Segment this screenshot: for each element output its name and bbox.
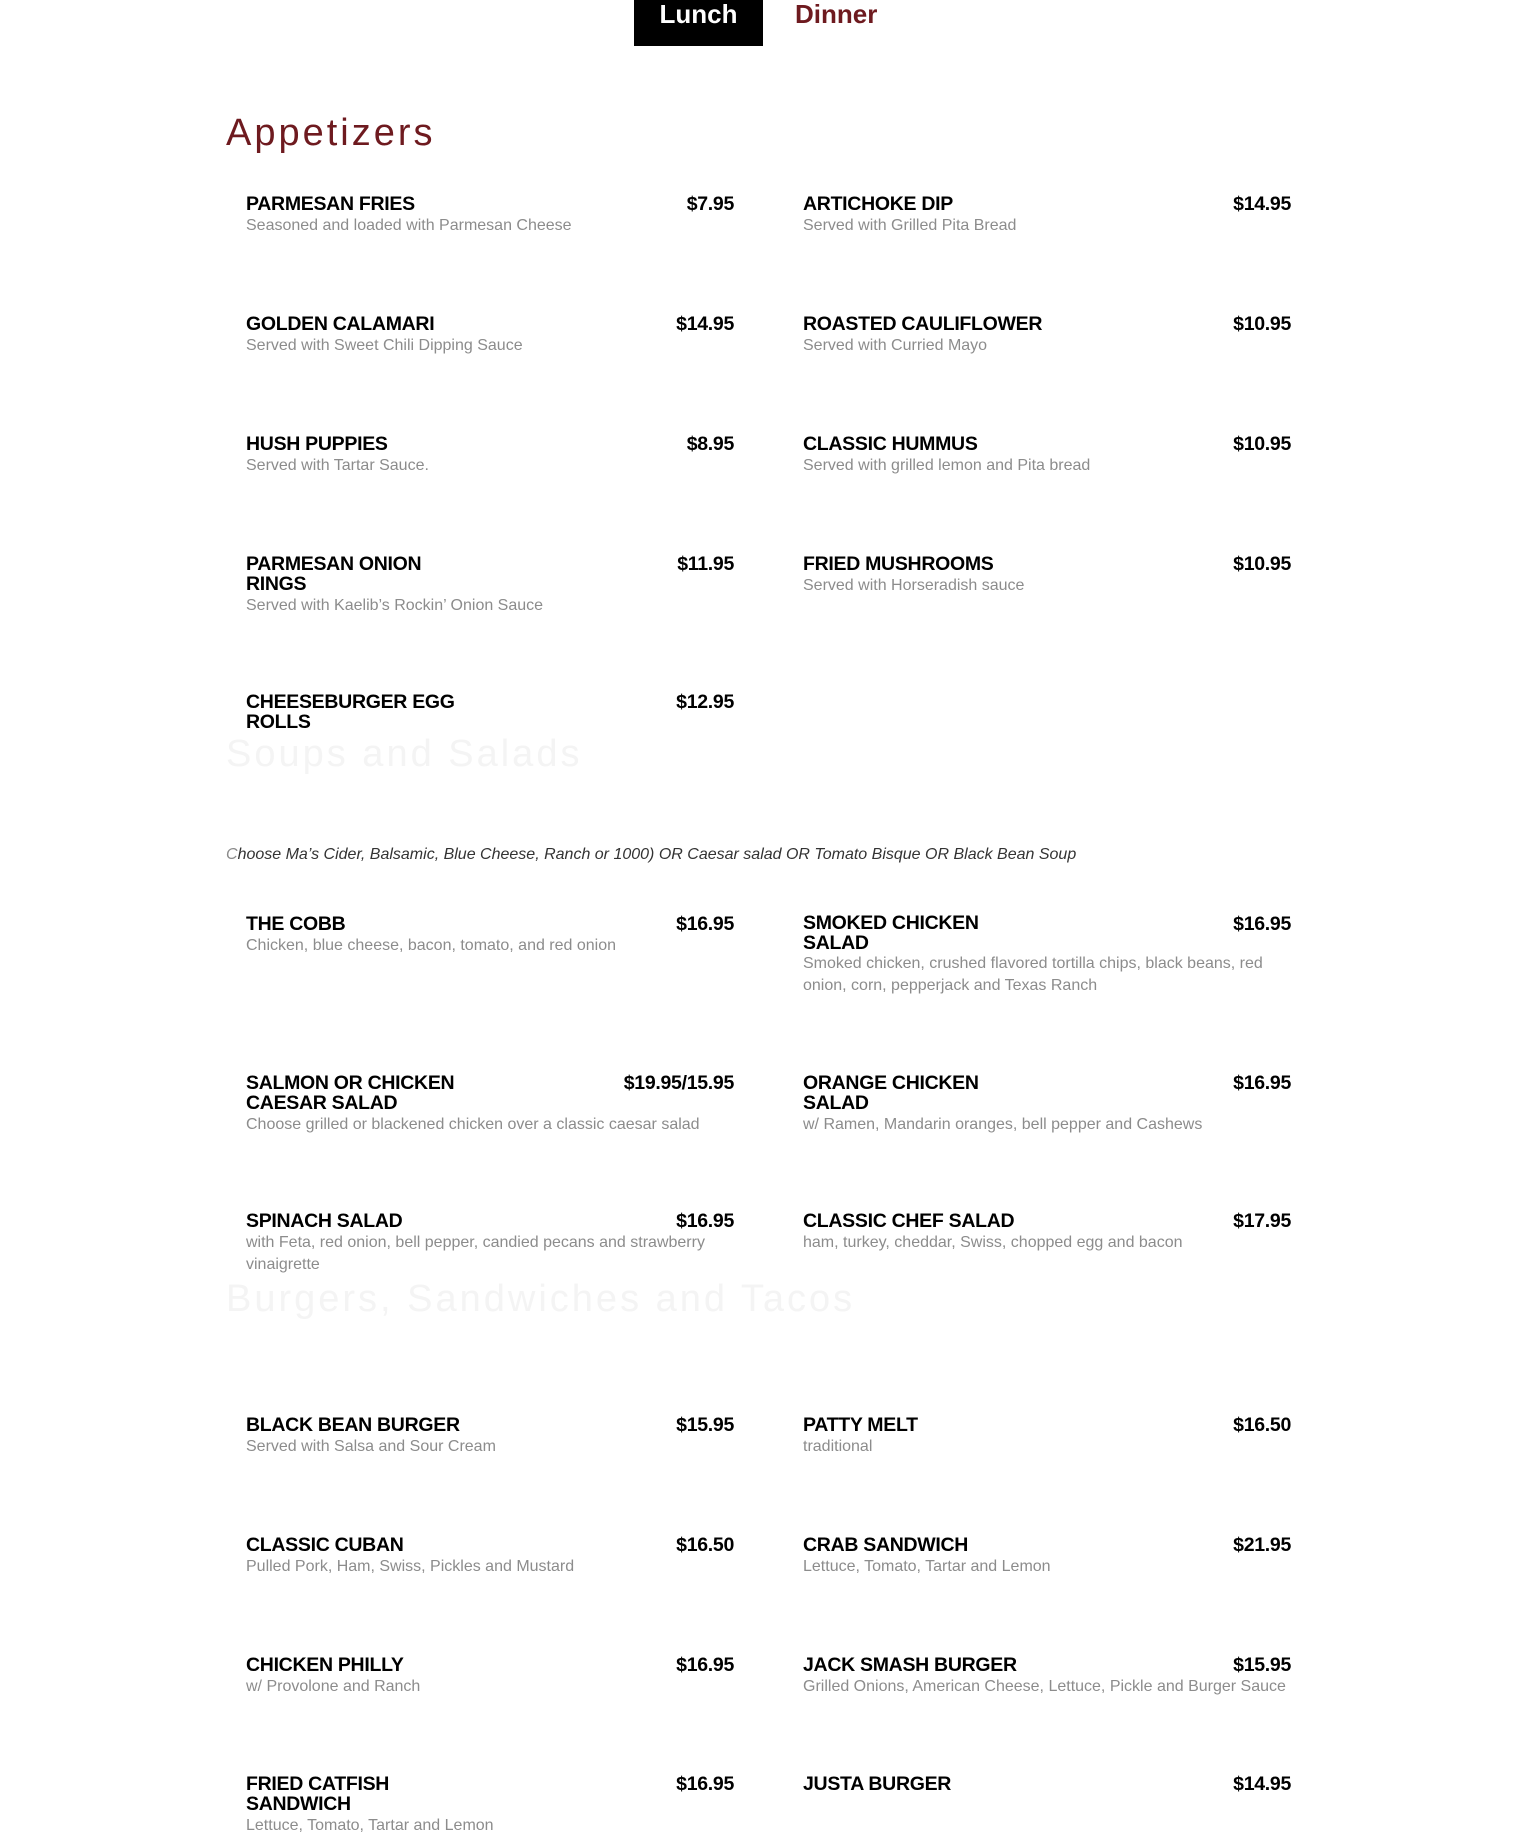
item-name: CLASSIC CHEF SALAD [803,1210,1015,1232]
item-name: SPINACH SALAD [246,1210,403,1232]
item-price: $14.95 [1233,193,1291,215]
item-name: JACK SMASH BURGER [803,1654,1017,1676]
item-price: $16.95 [676,1654,734,1676]
item-price: $15.95 [676,1414,734,1436]
item-name: CHICKEN PHILLY [246,1654,404,1676]
item-price: $16.95 [1233,913,1291,935]
item-name: SMOKED CHICKEN SALAD [803,912,979,954]
item-name: FRIED CATFISH SANDWICH [246,1773,390,1815]
item-name: CLASSIC CUBAN [246,1534,404,1556]
item-description: w/ Ramen, Mandarin oranges, bell pepper and Cashews [803,1116,1203,1133]
item-name: ORANGE CHICKEN SALAD [803,1072,979,1114]
section-title-soups-and-salads: Soups and Salads [226,733,583,775]
item-price: $10.95 [1233,313,1291,335]
item-description: Grilled Onions, American Cheese, Lettuce, Pickle and Burger Sauce [803,1678,1286,1695]
item-description: Served with Tartar Sauce. [246,457,429,474]
item-description: Served with Salsa and Sour Cream [246,1438,496,1455]
item-name: GOLDEN CALAMARI [246,313,435,335]
item-price: $10.95 [1233,553,1291,575]
item-name: JUSTA BURGER [803,1773,952,1795]
item-name: CRAB SANDWICH [803,1534,969,1556]
item-name: PARMESAN FRIES [246,193,415,215]
note-text: hoose Ma’s Cider, Balsamic, Blue Cheese, Ranch or 1000) OR Caesar salad OR Tomato Bisque OR Black Bean Soup [237,846,1077,863]
item-price: $16.50 [1233,1414,1291,1436]
item-price: $14.95 [676,313,734,335]
item-price: $16.50 [676,1534,734,1556]
item-description: Chicken, blue cheese, bacon, tomato, and red onion [246,937,617,954]
item-description: ham, turkey, cheddar, Swiss, chopped egg and bacon [803,1234,1183,1251]
item-description: Served with Grilled Pita Bread [803,217,1017,234]
item-name: SALMON OR CHICKEN CAESAR SALAD [246,1072,455,1114]
item-description: Served with grilled lemon and Pita bread [803,457,1091,474]
item-price: $21.95 [1233,1534,1291,1556]
item-name: CHEESEBURGER EGG ROLLS [246,691,455,733]
item-description: w/ Provolone and Ranch [246,1678,421,1695]
item-name: FRIED MUSHROOMS [803,553,994,575]
item-name: PARMESAN ONION RINGS [246,553,422,595]
item-description: Pulled Pork, Ham, Swiss, Pickles and Mustard [246,1558,575,1575]
item-price: $8.95 [686,433,734,455]
item-price: $17.95 [1233,1210,1291,1232]
item-description: Choose grilled or blackened chicken over a classic caesar salad [246,1116,700,1133]
item-price: $16.95 [676,1773,734,1795]
item-price: $12.95 [676,691,734,713]
tab-dinner[interactable]: Dinner [795,0,878,29]
item-price: $10.95 [1233,433,1291,455]
item-price: $16.95 [676,1210,734,1232]
item-name: HUSH PUPPIES [246,433,388,455]
item-description: Seasoned and loaded with Parmesan Cheese [246,217,572,234]
note-initial: C [226,846,238,863]
soup-salad-choice-note [226,846,1076,864]
item-price: $16.95 [676,913,734,935]
item-description: Served with Sweet Chili Dipping Sauce [246,337,523,354]
item-price: $15.95 [1233,1654,1291,1676]
item-name: CLASSIC HUMMUS [803,433,978,455]
item-name: ROASTED CAULIFLOWER [803,313,1043,335]
item-description: traditional [803,1438,873,1455]
item-description: with Feta, red onion, bell pepper, candied pecans and strawberry vinaigrette [246,1234,705,1273]
item-price: $14.95 [1233,1773,1291,1795]
item-description: Served with Horseradish sauce [803,577,1025,594]
menu-tabs [0,0,1530,46]
section-title-appetizers: Appetizers [226,112,436,154]
item-name: ARTICHOKE DIP [803,193,953,215]
item-price: $11.95 [677,553,734,575]
item-price: $7.95 [686,193,734,215]
item-price: $16.95 [1233,1072,1291,1094]
item-price: $19.95/15.95 [623,1072,734,1094]
section-title-burgers-sandwiches-tacos: Burgers, Sandwiches and Tacos [226,1278,856,1320]
item-description: Lettuce, Tomato, Tartar and Lemon [803,1558,1051,1575]
item-description: Lettuce, Tomato, Tartar and Lemon [246,1817,494,1834]
item-name: THE COBB [246,913,346,935]
item-description: Served with Kaelib’s Rockin’ Onion Sauce [246,597,544,614]
item-description: Served with Curried Mayo [803,337,988,354]
tab-lunch[interactable]: Lunch [634,0,763,46]
item-description: Smoked chicken, crushed flavored tortilla chips, black beans, red onion, corn, pepperjack and Texas Ranch [803,955,1263,994]
item-name: BLACK BEAN BURGER [246,1414,460,1436]
item-name: PATTY MELT [803,1414,918,1436]
